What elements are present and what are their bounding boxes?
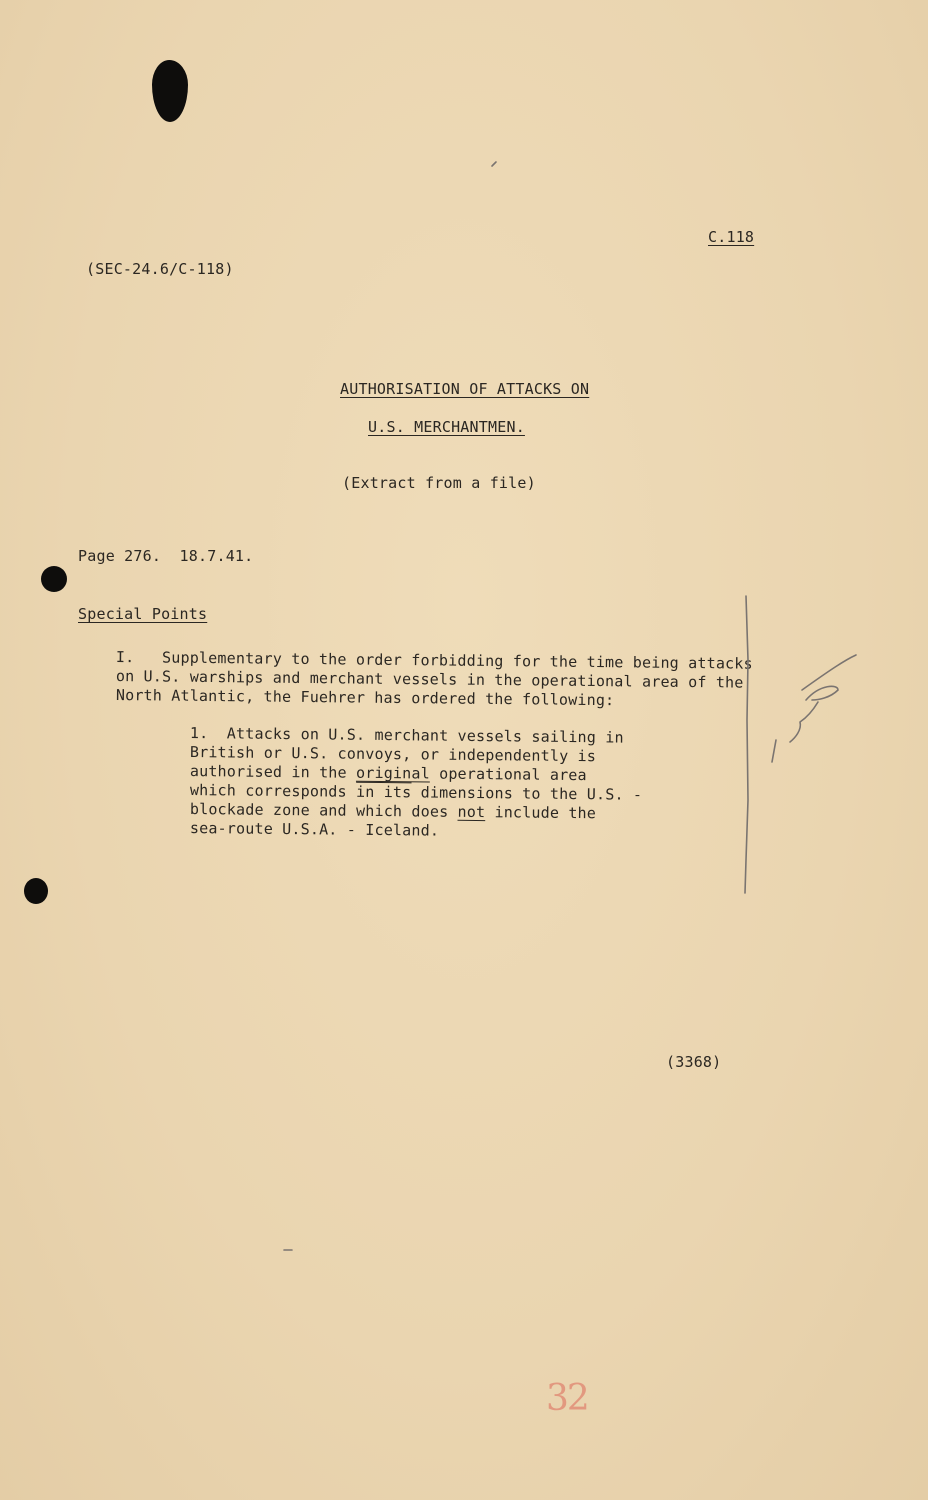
- file-reference: (SEC-24.6/C-118): [86, 260, 234, 278]
- subitem-line-2: British or U.S. convoys, or independently is: [189, 743, 597, 766]
- subitem-line-5-pre: blockade zone and which does: [189, 800, 458, 821]
- subitem-line-3-post: operational area: [429, 764, 587, 785]
- overlined-in-its: in its: [355, 782, 412, 802]
- underlined-not: not: [457, 802, 486, 822]
- underlined-original: original: [355, 763, 431, 783]
- punch-hole-top: [152, 60, 188, 122]
- title-line-2: U.S. MERCHANTMEN.: [368, 418, 525, 436]
- subitem-line-4-pre: which corresponds: [189, 781, 357, 801]
- pencil-tick: [492, 162, 496, 166]
- punch-hole-middle: [41, 566, 67, 592]
- paragraph-line-1: I. Supplementary to the order forbidding for the time being attacks: [115, 648, 753, 673]
- subitem-line-1: 1. Attacks on U.S. merchant vessels sailing in: [189, 724, 624, 747]
- punch-hole-bottom: [24, 878, 48, 904]
- subitem-line-3-pre: authorised in the: [189, 762, 357, 782]
- subitem-line-6: sea-route U.S.A. - Iceland.: [189, 819, 440, 840]
- title-line-1: AUTHORISATION OF ATTACKS ON: [340, 380, 590, 398]
- paragraph-line-2: on U.S. warships and merchant vessels in the operational area of the: [115, 667, 744, 692]
- handwritten-page-number: 32: [546, 1378, 588, 1419]
- document-number: C.118: [708, 228, 755, 246]
- subtitle: (Extract from a file): [342, 474, 536, 492]
- section-heading: Special Points: [78, 605, 208, 623]
- footer-code: (3368): [666, 1053, 722, 1071]
- paragraph-line-3: North Atlantic, the Fuehrer has ordered the following:: [115, 686, 615, 710]
- subitem-line-4-post: dimensions to the U.S. -: [411, 783, 643, 804]
- pencil-margin-line: [745, 596, 748, 893]
- pencil-initials: [772, 655, 856, 762]
- subitem-line-5-post: include the: [485, 803, 597, 823]
- page-reference: Page 276. 18.7.41.: [78, 547, 254, 565]
